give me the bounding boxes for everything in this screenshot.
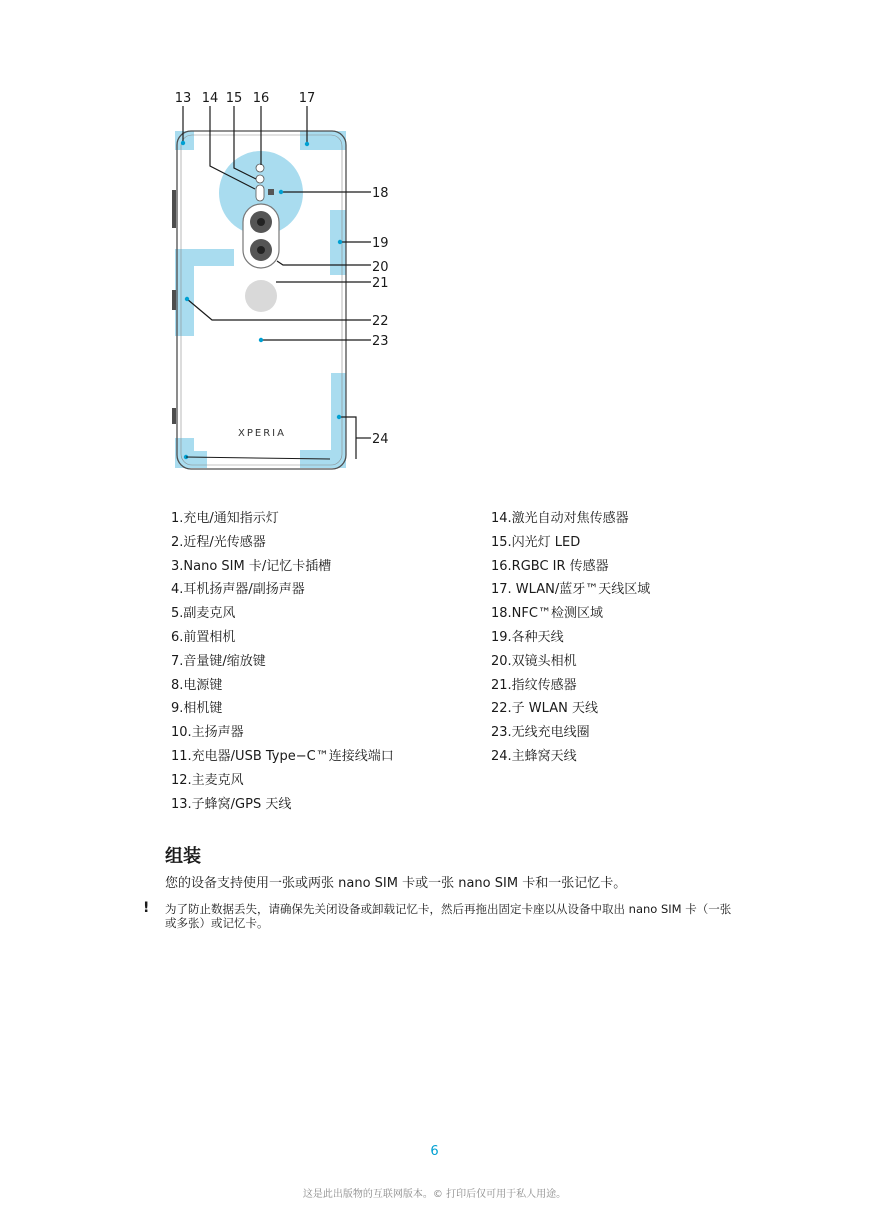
legend-item: 10.主扬声器 <box>171 725 244 741</box>
warning-note-text: 为了防止数据丢失，请确保先关闭设备或卸载记忆卡，然后再拖出固定卡座以从设备中取出 nano SIM 卡（一张或多张）或记忆卡。 <box>165 902 732 930</box>
legend-list-right <box>491 507 650 769</box>
intro-paragraph: 您的设备支持使用一张或两张 nano SIM 卡或一张 nano SIM 卡和一张记忆卡。 <box>165 876 627 891</box>
side-key-volume <box>172 190 176 228</box>
legend-item: 20.双镜头相机 <box>491 653 577 669</box>
legend-item: 3.Nano SIM 卡/记忆卡插槽 <box>171 558 332 574</box>
legend-item: 23.无线充电线圈 <box>491 725 590 741</box>
legend-item: 21.指纹传感器 <box>491 677 577 693</box>
legend-item: 9.相机键 <box>171 701 223 717</box>
callout-21: 21 <box>372 276 389 291</box>
callout-22: 22 <box>372 314 389 329</box>
side-key-camera <box>172 408 176 424</box>
fingerprint-sensor <box>245 280 277 312</box>
legend-item: 4.耳机扬声器/副扬声器 <box>171 582 305 598</box>
legend-item: 8.电源键 <box>171 677 223 693</box>
callout-23: 23 <box>372 334 389 349</box>
legend-item: 11.充电器/USB Type−C™连接线端口 <box>171 748 394 764</box>
callout-19: 19 <box>372 236 389 251</box>
legend-item: 24.主蜂窝天线 <box>491 748 577 764</box>
flash-led <box>256 175 264 183</box>
section-heading: 组装 <box>165 846 201 867</box>
legend-item: 12.主麦克风 <box>171 772 244 788</box>
rgbc-ir-sensor <box>256 164 264 172</box>
legend-item: 16.RGBC IR 传感器 <box>491 558 609 574</box>
legend-item: 15.闪光灯 LED <box>491 534 581 550</box>
legend-item: 17. WLAN/蓝牙™天线区域 <box>491 582 651 598</box>
laser-af-sensor <box>256 185 264 201</box>
callout-24: 24 <box>372 432 389 447</box>
callout-15: 15 <box>225 91 243 106</box>
legend-item: 1.充电/通知指示灯 <box>171 511 279 526</box>
legend-item: 18.NFC™检测区域 <box>491 606 603 622</box>
legend-item: 6.前置相机 <box>171 629 236 645</box>
callout-20: 20 <box>372 260 389 275</box>
phone-back-diagram <box>0 0 869 500</box>
callout-18: 18 <box>372 186 389 201</box>
callout-13: 13 <box>174 91 192 106</box>
legend-list-left <box>171 507 394 816</box>
legend-item: 19.各种天线 <box>491 629 564 645</box>
callout-14: 14 <box>201 91 219 106</box>
dual-lens-camera <box>243 204 279 268</box>
legend-item: 7.音量键/缩放键 <box>171 653 266 669</box>
page-number: 6 <box>430 1144 439 1159</box>
exclamation-icon: ! <box>143 900 150 916</box>
legend-item: 22.子 WLAN 天线 <box>491 701 598 717</box>
footer-disclaimer: 这是此出版物的互联网版本。© 打印后仅可用于私人用途。 <box>302 1189 567 1200</box>
side-key-power <box>172 290 176 310</box>
legend-item: 14.激光自动对焦传感器 <box>491 511 629 526</box>
callout-16: 16 <box>252 91 270 106</box>
xperia-logo: XPERIA <box>238 428 286 439</box>
zone-24-main-cellular-antenna <box>300 373 346 468</box>
callout-17: 17 <box>298 91 316 106</box>
legend-item: 2.近程/光传感器 <box>171 534 266 550</box>
legend-item: 5.副麦克风 <box>171 606 236 622</box>
legend-item: 13.子蜂窝/GPS 天线 <box>171 796 292 812</box>
nfc-mark <box>268 189 274 195</box>
zone-22-sub-wlan-antenna <box>175 249 234 336</box>
